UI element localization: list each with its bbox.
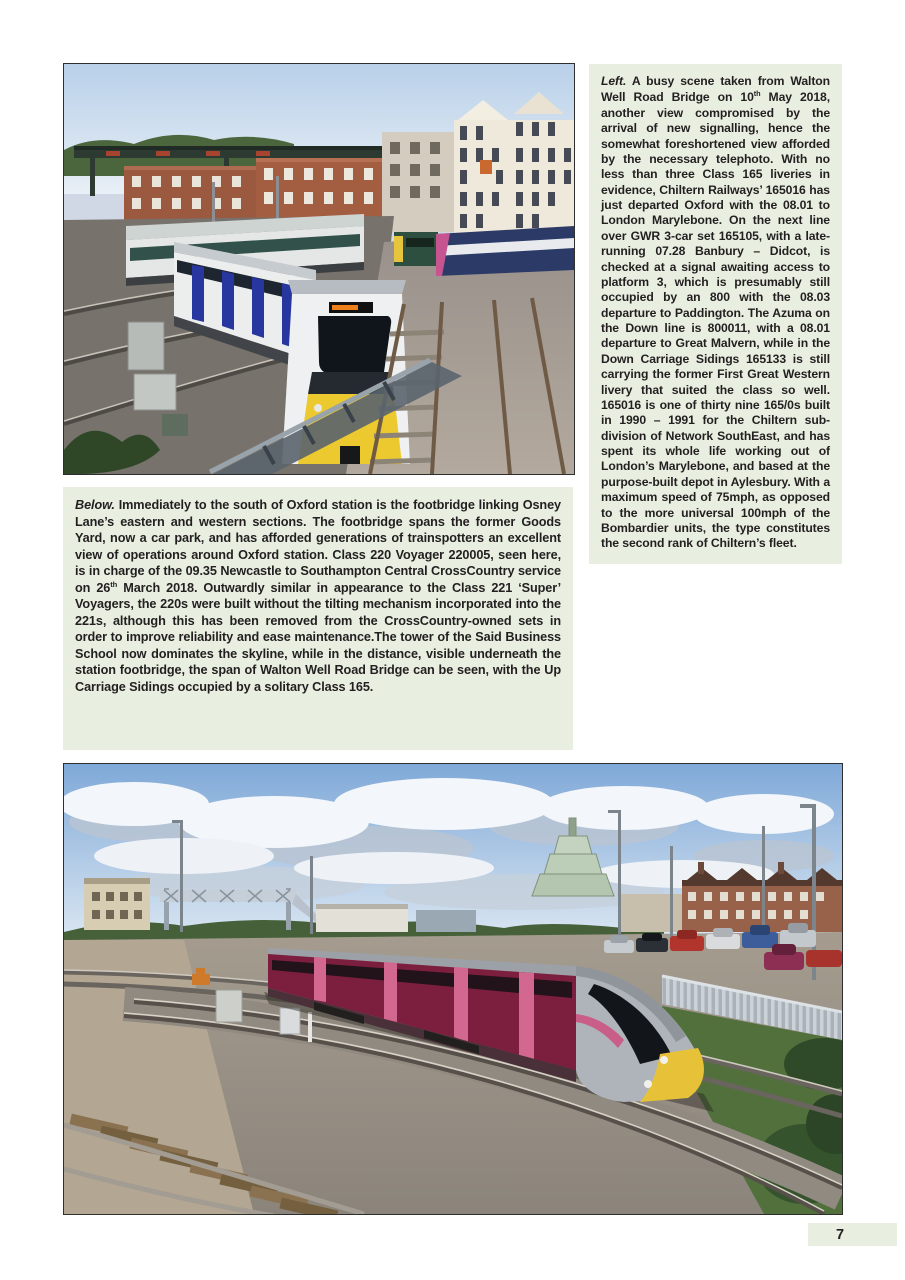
first-blue-unit	[436, 226, 574, 276]
page-number-box	[808, 1223, 897, 1246]
bottom-photo-illustration	[64, 764, 842, 1214]
cream-building	[84, 878, 150, 930]
bottom-photo	[63, 763, 843, 1215]
caption-below-photo	[63, 487, 573, 750]
top-photo-illustration	[64, 64, 574, 474]
destination-display	[332, 305, 358, 310]
caption-left-photo-text: Left. A busy scene taken from Walton Well Road Bridge on 10th May 2018, another view compromised by the arrival of new signalling, hence the somewhat foreshortened view afforded by the necessary telephoto. With no less than three Class 165 liveries in evidence, Chiltern Railways’ 165016 has just departed Oxford with the 08.01 to London Marylebone. On the next line over GWR 3-car set 165105, with a late-running 07.28 Banbury – Didcot, is checked at a signal awaiting access to platform 3, which is presumably still occupied by an 800 with the 08.03 departure to Paddington. The Azuma on the Down line is 800011, with a 08.01 departure to Great Malvern, while in the Down Carriage Sidings 165133 is still carrying the former First Great Western livery that suited the class so well. 165016 is one of thirty nine 165/0s built in 1990 – 1991 for the Chiltern sub-division of Network SouthEast, and has spent its whole life working out of London’s Marylebone, and based at the purpose-built depot in Aylesbury. With a maximum speed of 75mph, as opposed to the more universal 100mph of the Bombardier units, the type constitutes the second rank of Chiltern’s fleet.	[601, 74, 830, 551]
caption-below-photo-text: Below. Immediately to the south of Oxford station is the footbridge linking Osney Lane’s eastern and western sections. The footbridge spans the former Goods Yard, now a car park, and has afforded generations of trainspotters an excellent view of operations around Oxford station. Class 220 Voyager 220005, seen here, is in charge of the 09.35 Newcastle to Southampton Central CrossCountry service on 26th March 2018. Outwardly similar in appearance to the Class 221 ‘Super’ Voyagers, the 220s were built without the tilting mechanism incorporated into the 221s, although this has been removed from the CrossCountry-owned sets in order to improve reliability and ease maintenance.The tower of the Said Business School now dominates the skyline, while in the distance, visible underneath the station footbridge, the span of Walton Well Road Bridge can be seen, with the Up Carriage Sidings occupied by a solitary Class 165.	[75, 498, 561, 694]
caption-left-photo	[589, 64, 842, 564]
page-number: 7	[836, 1226, 845, 1243]
gwr-green-unit	[394, 232, 438, 266]
top-photo	[63, 63, 575, 475]
